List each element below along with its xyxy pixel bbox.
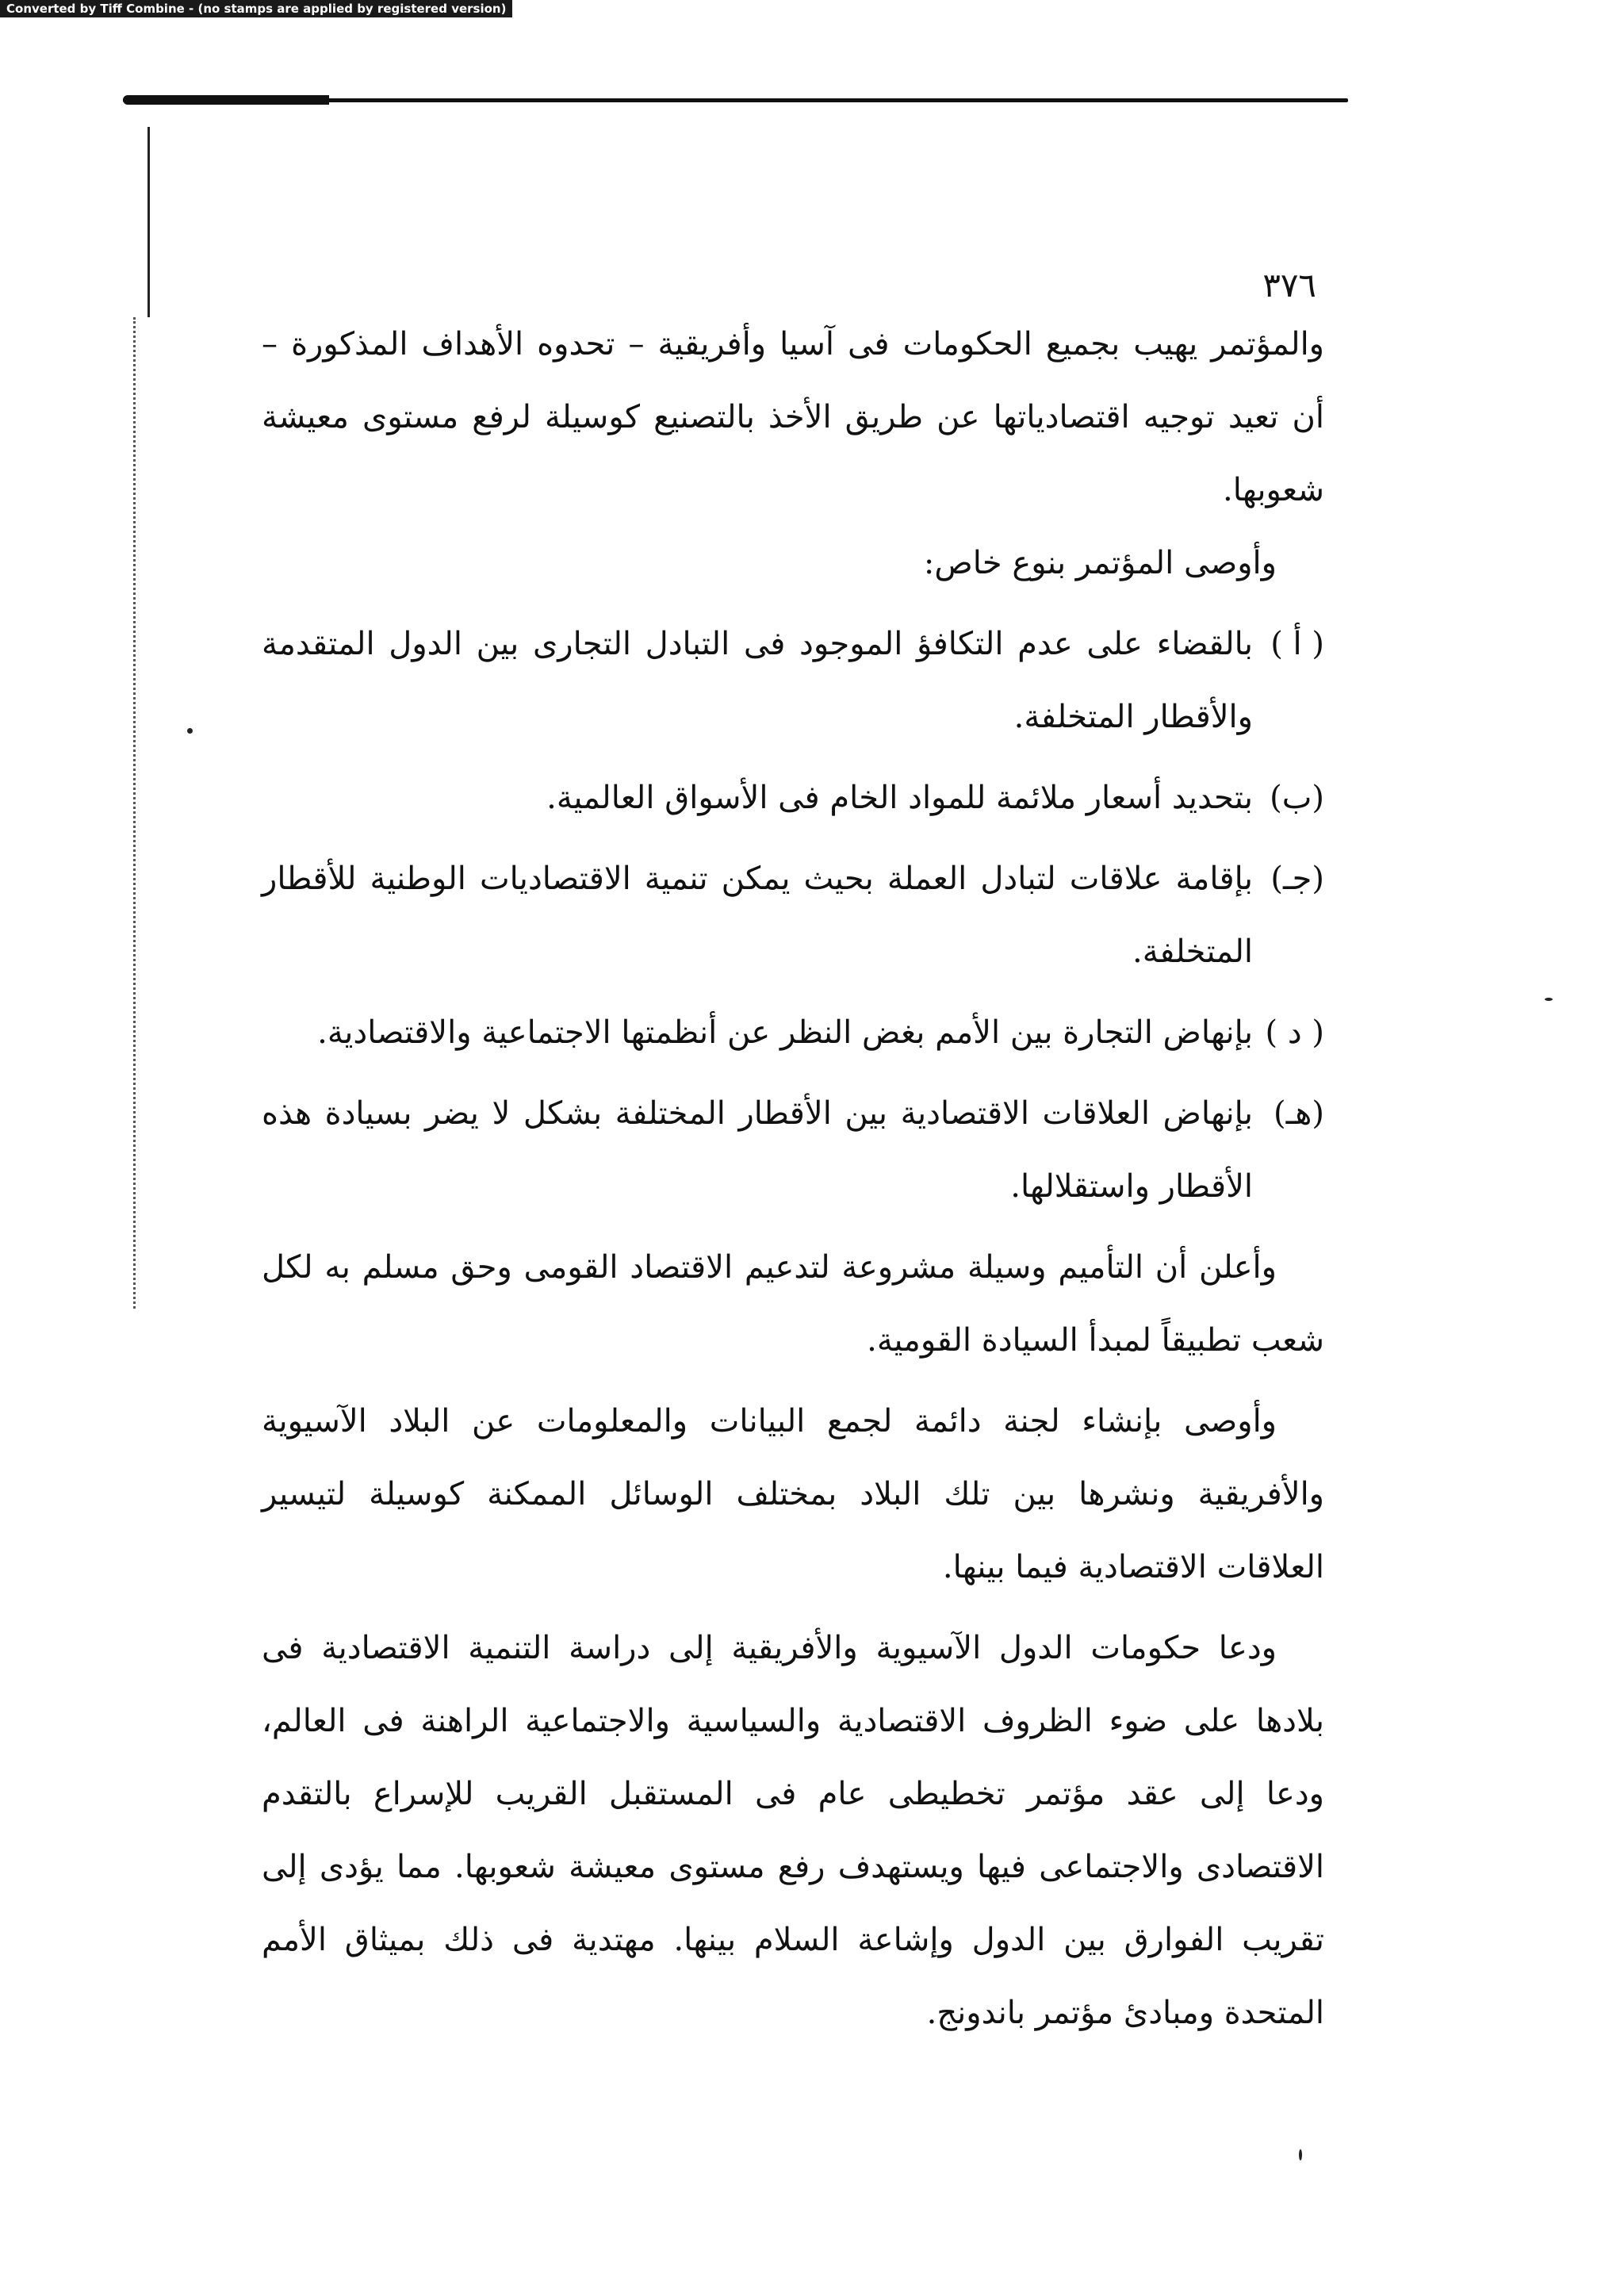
speck	[1545, 998, 1553, 1001]
page-number: ٣٧٦	[1262, 266, 1316, 305]
list-item-text: بإنهاض العلاقات الاقتصادية بين الأقطار المختلفة بشكل لا يضر بسيادة هذه الأقطار واستقلالها.	[262, 1095, 1253, 1205]
list-item	[262, 1077, 1324, 1223]
paragraph-4: وأوصى بإنشاء لجنة دائمة لجمع البيانات والمعلومات عن البلاد الآسيوية والأفريقية ونشرها بين تلك البلاد بمختلف الوسائل الممكنة كوسيلة لتيسير العلاقات الاقتصادية فيما بينها.	[262, 1403, 1325, 1585]
binding-line	[147, 127, 150, 317]
list-item-text: بتحديد أسعار ملائمة للمواد الخام فى الأسواق العالمية.	[546, 780, 1253, 816]
page-body	[262, 262, 1324, 2049]
converter-watermark: Converted by Tiff Combine - (no stamps are applied by registered version)	[0, 0, 512, 17]
paragraph-1: والمؤتمر يهيب بجميع الحكومات فى آسيا وأفريقية – تحدوه الأهداف المذكورة – أن تعيد توجيه اقتصادياتها عن طريق الأخذ بالتصنيع كوسيلة لرفع مستوى معيشة شعوبها.	[262, 326, 1324, 508]
list-item	[262, 761, 1324, 834]
list-item-text: بإنهاض التجارة بين الأمم بغض النظر عن أنظمتها الاجتماعية والاقتصادية.	[317, 1014, 1253, 1051]
paragraph-5: ودعا حكومات الدول الآسيوية والأفريقية إلى دراسة التنمية الاقتصادية فى بلادها على ضوء الظروف الاقتصادية والسياسية والاجتماعية الراهنة فى العالم، ودعا إلى عقد مؤتمر تخطيطى عام فى المستقبل القريب للإسراع بالتقدم الاقتصادى والاجتماعى فيها ويستهدف رفع مستوى معيشة شعوبها. مما يؤدى إلى تقريب الفوارق بين الدول وإشاعة السلام بينها. مهتدية فى ذلك بميثاق الأمم المتحدة ومبادئ مؤتمر باندونج.	[262, 1630, 1324, 2031]
binding-dots	[133, 317, 136, 1309]
speck	[1299, 2149, 1302, 2160]
list-item-label: ( د )	[1265, 1014, 1324, 1051]
top-rule-thick-end	[123, 95, 329, 105]
list-item	[262, 842, 1324, 988]
list-item	[262, 996, 1324, 1069]
list-item-label: (هـ)	[1273, 1095, 1324, 1132]
list-item-text: بالقضاء على عدم التكافؤ الموجود فى التبادل التجارى بين الدول المتقدمة والأقطار المتخلفة.	[262, 626, 1253, 735]
speck	[187, 728, 193, 734]
paragraph-3: وأعلن أن التأميم وسيلة مشروعة لتدعيم الاقتصاد القومى وحق مسلم به لكل شعب تطبيقاً لمبدأ السيادة القومية.	[262, 1249, 1324, 1359]
list-item-label: (جـ)	[1270, 861, 1324, 897]
list-item-label: ( أ )	[1270, 626, 1324, 662]
list-item-text: بإقامة علاقات لتبادل العملة بحيث يمكن تنمية الاقتصاديات الوطنية للأقطار المتخلفة.	[262, 861, 1253, 970]
list-item-label: (ب)	[1270, 780, 1324, 816]
paragraph-2: وأوصى المؤتمر بنوع خاص:	[923, 545, 1277, 581]
list-item	[262, 608, 1324, 753]
